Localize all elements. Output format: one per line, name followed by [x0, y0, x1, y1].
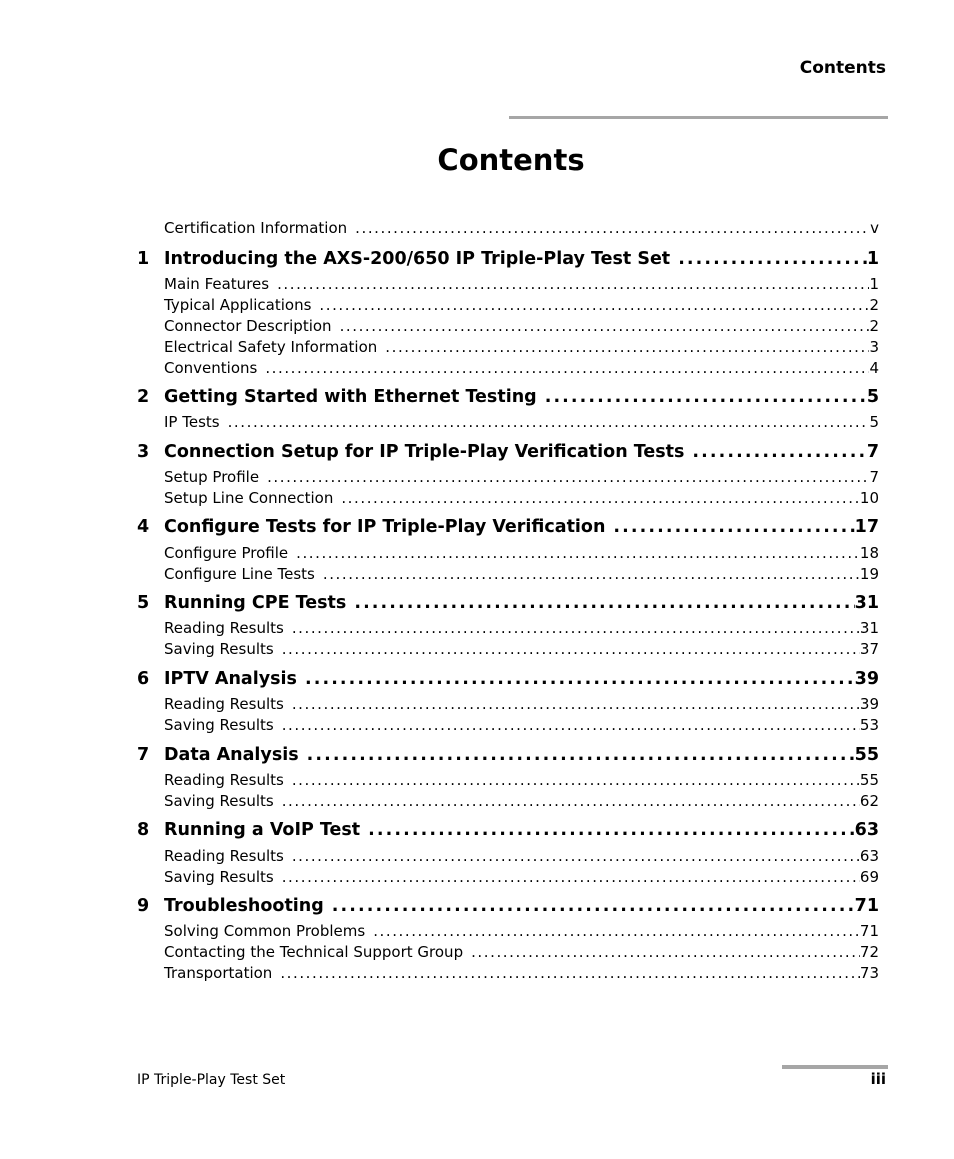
toc-chapter-number: 3: [137, 442, 150, 462]
toc-entry-row[interactable]: [164, 771, 879, 789]
toc-chapter-row[interactable]: [137, 669, 879, 689]
toc-dot-leader: [354, 593, 854, 613]
toc-title: Saving Results: [164, 716, 274, 734]
toc-entry-row[interactable]: [164, 219, 879, 237]
toc-page-number: 2: [869, 317, 879, 335]
toc-page-number: 63: [854, 820, 879, 840]
footer-rule: [782, 1065, 888, 1069]
toc-dot-leader: [292, 771, 860, 789]
toc-page-number: 7: [869, 468, 879, 486]
toc-dot-leader: [613, 517, 854, 537]
toc-chapter-row[interactable]: [137, 896, 879, 916]
toc-dot-leader: [282, 716, 860, 734]
toc-title: Certification Information: [164, 219, 348, 237]
toc-dot-leader: [340, 317, 870, 335]
toc-page-number: 10: [859, 489, 879, 507]
toc-page-number: 3: [869, 338, 879, 356]
toc-title: Contacting the Technical Support Group: [164, 943, 464, 961]
toc-page-number: 31: [859, 619, 879, 637]
toc-entry-row[interactable]: [164, 943, 879, 961]
toc-dot-leader: [307, 745, 855, 765]
toc-dot-leader: [292, 619, 860, 637]
toc-entry-row[interactable]: [164, 359, 879, 377]
toc-chapter-number: 8: [137, 820, 150, 840]
toc-chapter-row[interactable]: [137, 517, 879, 537]
toc-entry-row[interactable]: [164, 565, 879, 583]
toc-dot-leader: [355, 219, 870, 237]
toc-chapter-row[interactable]: [137, 387, 879, 407]
toc-page-number: 2: [869, 296, 879, 314]
toc-chapter-row[interactable]: [137, 593, 879, 613]
page-title: Contents: [437, 143, 585, 177]
toc-entry-row[interactable]: [164, 716, 879, 734]
toc-entry-row[interactable]: [164, 317, 879, 335]
toc-title: IPTV Analysis: [164, 669, 297, 689]
toc-chapter-row[interactable]: [137, 249, 879, 269]
toc-dot-leader: [323, 565, 860, 583]
toc-page-number: 4: [869, 359, 879, 377]
toc-dot-leader: [385, 338, 869, 356]
toc-entry-row[interactable]: [164, 695, 879, 713]
toc-page-number: 55: [859, 771, 879, 789]
toc-title: Setup Profile: [164, 468, 260, 486]
toc-page-number: 18: [859, 544, 879, 562]
toc-page-number: 62: [859, 792, 879, 810]
toc-title: Saving Results: [164, 868, 274, 886]
toc-chapter-row[interactable]: [137, 745, 879, 765]
toc-title: Introducing the AXS-200/650 IP Triple-Play Test Set: [164, 249, 671, 269]
toc-title: Reading Results: [164, 771, 284, 789]
toc-entry-row[interactable]: [164, 275, 879, 293]
toc-title: Saving Results: [164, 792, 274, 810]
toc-chapter-number: 9: [137, 896, 150, 916]
toc-page-number: 55: [854, 745, 879, 765]
toc-chapter-number: 6: [137, 669, 150, 689]
toc-dot-leader: [545, 387, 867, 407]
toc-title: Reading Results: [164, 847, 284, 865]
toc-title: Typical Applications: [164, 296, 312, 314]
toc-page-number: 71: [854, 896, 879, 916]
toc-page-number: 7: [866, 442, 879, 462]
toc-dot-leader: [471, 943, 860, 961]
toc-dot-leader: [678, 249, 867, 269]
toc-page-number: 5: [866, 387, 879, 407]
toc-page-number: 37: [859, 640, 879, 658]
toc-title: Running CPE Tests: [164, 593, 347, 613]
footer-page-number: iii: [870, 1070, 886, 1088]
toc-page-number: 39: [859, 695, 879, 713]
toc-dot-leader: [296, 544, 860, 562]
toc-page-number: 17: [854, 517, 879, 537]
toc-entry-row[interactable]: [164, 468, 879, 486]
toc-entry-row[interactable]: [164, 640, 879, 658]
toc-entry-row[interactable]: [164, 868, 879, 886]
footer-document-title: IP Triple-Play Test Set: [137, 1072, 286, 1088]
toc-page-number: 63: [859, 847, 879, 865]
toc-entry-row[interactable]: [164, 413, 879, 431]
toc-entry-row[interactable]: [164, 544, 879, 562]
toc-title: Troubleshooting: [164, 896, 324, 916]
toc-title: Conventions: [164, 359, 258, 377]
toc-dot-leader: [228, 413, 870, 431]
toc-chapter-number: 4: [137, 517, 150, 537]
toc-dot-leader: [305, 669, 855, 689]
toc-dot-leader: [692, 442, 866, 462]
toc-entry-row[interactable]: [164, 847, 879, 865]
toc-dot-leader: [265, 359, 869, 377]
toc-entry-row[interactable]: [164, 338, 879, 356]
running-header-title: Contents: [799, 58, 886, 78]
toc-chapter-row[interactable]: [137, 820, 879, 840]
toc-page-number: 72: [859, 943, 879, 961]
toc-dot-leader: [373, 922, 860, 940]
toc-title: Transportation: [164, 964, 273, 982]
toc-title: Solving Common Problems: [164, 922, 366, 940]
toc-entry-row[interactable]: [164, 489, 879, 507]
toc-page-number: 1: [866, 249, 879, 269]
toc-dot-leader: [292, 695, 860, 713]
toc-dot-leader: [319, 296, 869, 314]
toc-title: Configure Tests for IP Triple-Play Verification: [164, 517, 606, 537]
toc-entry-row[interactable]: [164, 296, 879, 314]
toc-dot-leader: [282, 792, 860, 810]
toc-page-number: 19: [859, 565, 879, 583]
toc-entry-row[interactable]: [164, 619, 879, 637]
toc-title: Configure Profile: [164, 544, 289, 562]
toc-dot-leader: [282, 868, 860, 886]
toc-entry-row[interactable]: [164, 792, 879, 810]
toc-chapter-number: 7: [137, 745, 150, 765]
toc-entry-row[interactable]: [164, 964, 879, 982]
toc-title: Connector Description: [164, 317, 332, 335]
toc-page-number: 1: [869, 275, 879, 293]
toc-entry-row[interactable]: [164, 922, 879, 940]
toc-title: Running a VoIP Test: [164, 820, 361, 840]
toc-page-number: 73: [859, 964, 879, 982]
toc-chapter-number: 5: [137, 593, 150, 613]
toc-dot-leader: [267, 468, 869, 486]
toc-dot-leader: [332, 896, 855, 916]
toc-dot-leader: [282, 640, 860, 658]
toc-chapter-row[interactable]: [137, 442, 879, 462]
toc-dot-leader: [368, 820, 855, 840]
toc-title: Getting Started with Ethernet Testing: [164, 387, 537, 407]
toc-page-number: 39: [854, 669, 879, 689]
header-rule: [509, 116, 888, 119]
toc-title: Main Features: [164, 275, 270, 293]
toc-chapter-number: 2: [137, 387, 150, 407]
toc-title: Connection Setup for IP Triple-Play Verification Tests: [164, 442, 685, 462]
toc-title: Reading Results: [164, 619, 284, 637]
toc-chapter-number: 1: [137, 249, 150, 269]
toc-dot-leader: [277, 275, 869, 293]
toc-page-number: v: [870, 219, 879, 237]
toc-title: Data Analysis: [164, 745, 299, 765]
toc-page-number: 53: [859, 716, 879, 734]
toc-title: Saving Results: [164, 640, 274, 658]
toc-page-number: 71: [859, 922, 879, 940]
toc-title: Electrical Safety Information: [164, 338, 378, 356]
toc-dot-leader: [341, 489, 860, 507]
toc-title: Configure Line Tests: [164, 565, 315, 583]
toc-title: Setup Line Connection: [164, 489, 334, 507]
toc-title: Reading Results: [164, 695, 284, 713]
toc-dot-leader: [292, 847, 860, 865]
toc-page-number: 31: [854, 593, 879, 613]
toc-page-number: 5: [869, 413, 879, 431]
toc-page-number: 69: [859, 868, 879, 886]
toc-dot-leader: [280, 964, 860, 982]
toc-title: IP Tests: [164, 413, 220, 431]
